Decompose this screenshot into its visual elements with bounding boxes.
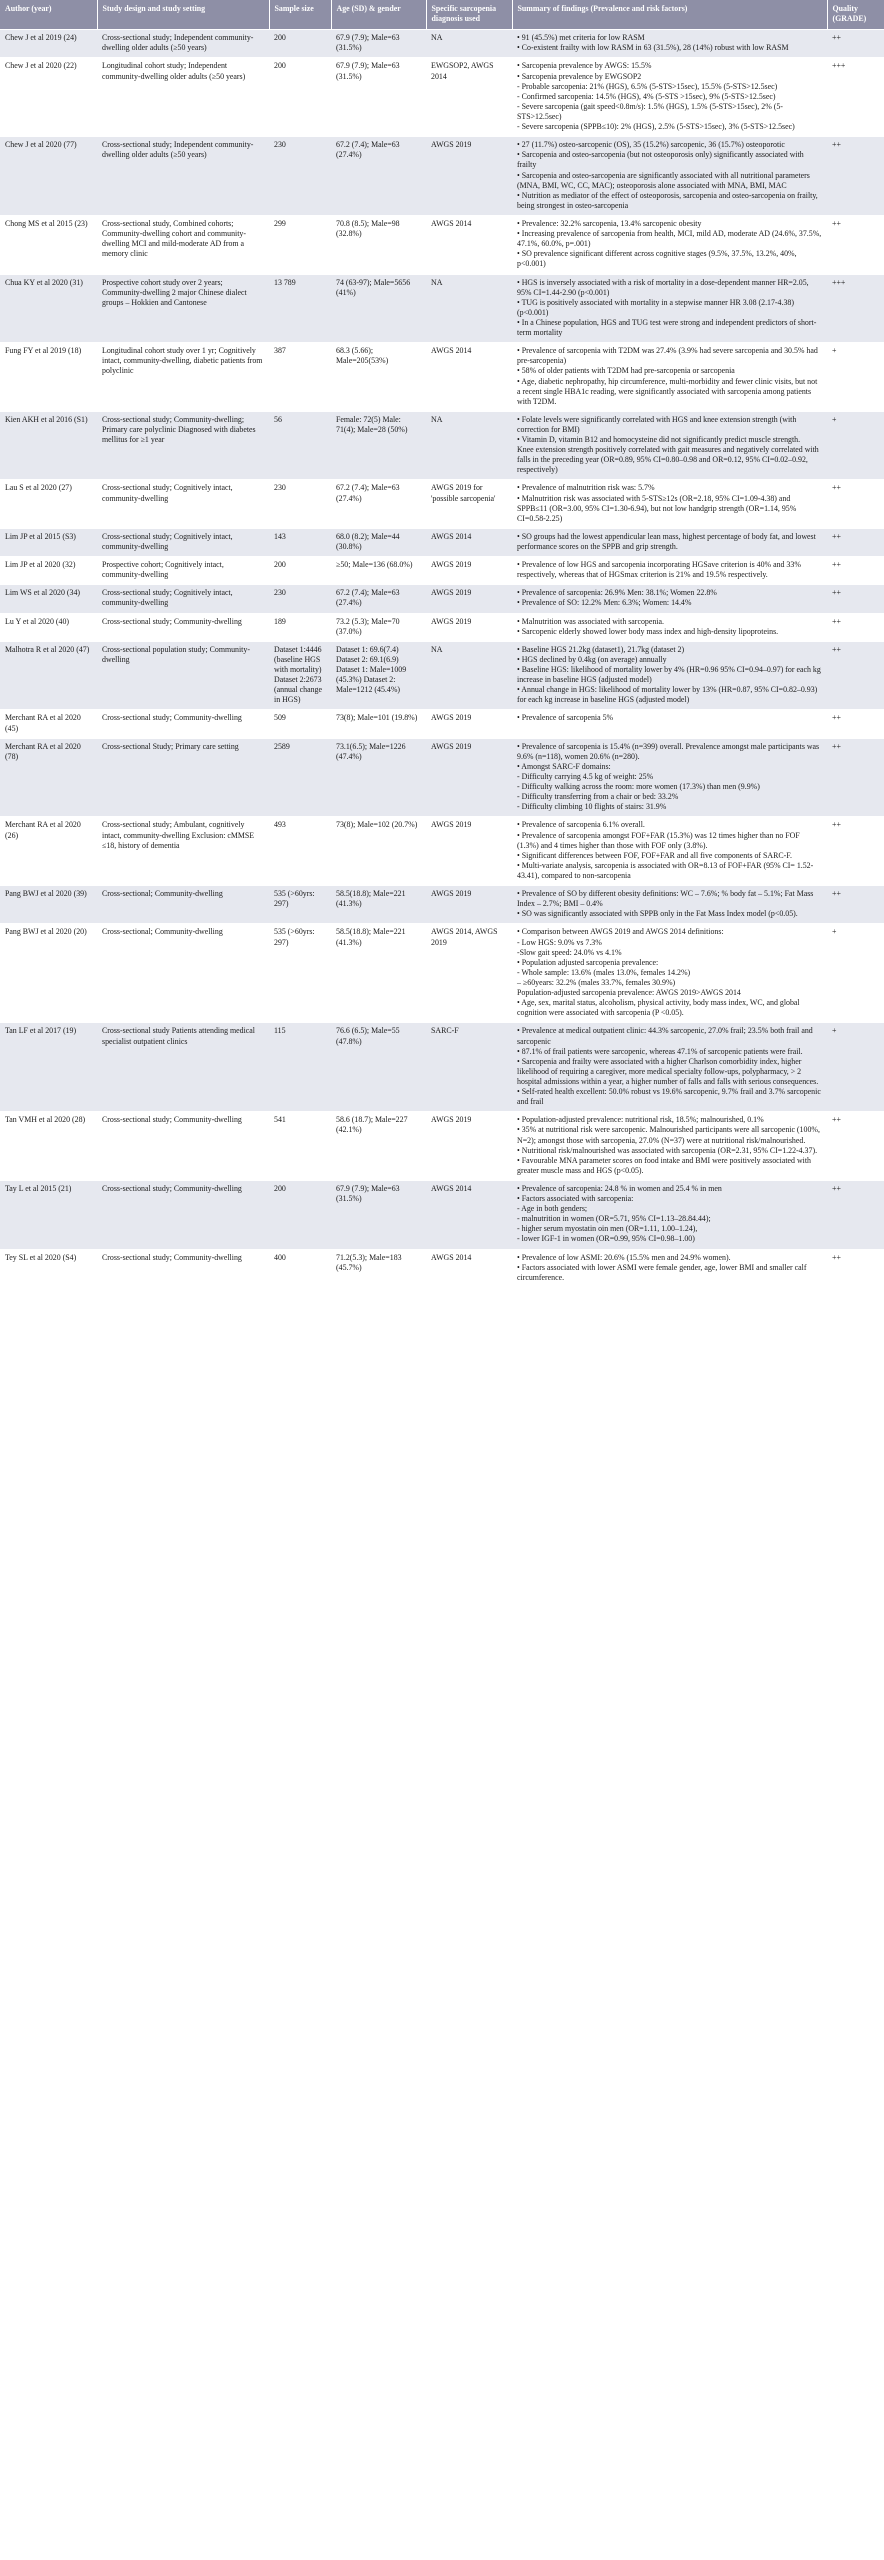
finding-item: - Confirmed sarcopenia: 14.5% (HGS), 4% (5-STS >15sec), 9% (5-STS>12.5sec)	[517, 91, 776, 101]
cell-diagnosis: AWGS 2019	[426, 585, 512, 613]
table-row	[0, 557, 884, 585]
findings-list	[517, 1026, 822, 1107]
cell-author: Merchant RA et al 2020 (45)	[0, 710, 97, 738]
cell-author: Lim JP et al 2020 (32)	[0, 557, 97, 585]
cell-sample: 230	[269, 137, 331, 216]
cell-quality: +++	[827, 274, 884, 343]
finding-item: - Age in both genders;	[517, 1204, 588, 1214]
cell-author: Merchant RA et al 2020 (78)	[0, 738, 97, 817]
header-row	[0, 0, 884, 30]
table-row	[0, 613, 884, 641]
cell-sample: 200	[269, 30, 331, 58]
finding-item: - Difficulty climbing 10 flights of stairs: 31.9%	[517, 802, 667, 812]
table-row	[0, 710, 884, 738]
finding-item: • Baseline HGS: likelihood of mortality lower by 4% (HR=0.96 95% CI=0.94–0.97) for each kg increase in baseline HGS (adjusted model)	[517, 665, 821, 685]
cell-findings	[512, 1023, 827, 1112]
finding-item: • Multi-variate analysis, sarcopenia is associated with OR=8.13 of FOF+FAR (95% CI= 1.52-43.41), compared to non-sarcopenia	[517, 860, 814, 880]
cell-sample: 200	[269, 1180, 331, 1249]
cell-author: Chua KY et al 2020 (31)	[0, 274, 97, 343]
finding-item: - Severe sarcopenia (gait speed<0.8m/s): 1.5% (HGS), 1.5% (5-STS>15sec), 2% (5-STS>12.5sec)	[517, 101, 783, 121]
table-row	[0, 1180, 884, 1249]
cell-design: Cross-sectional study; Community-dwelling	[97, 1180, 269, 1249]
finding-item: - Probable sarcopenia: 21% (HGS), 6.5% (5-STS>15sec), 15.5% (5-STS>12.5sec)	[517, 81, 778, 91]
cell-age: 67.9 (7.9); Male=63 (31.5%)	[331, 58, 426, 137]
table-row	[0, 528, 884, 556]
cell-diagnosis: AWGS 2019	[426, 738, 512, 817]
finding-item: • Increasing prevalence of sarcopenia from health, MCI, mild AD, moderate AD (24.6%, 37.5%, 47.1%, 60.0%, p=.001)	[517, 229, 822, 249]
cell-findings	[512, 641, 827, 710]
cell-age: 67.2 (7.4); Male=63 (27.4%)	[331, 585, 426, 613]
cell-author: Tey SL et al 2020 (S4)	[0, 1249, 97, 1287]
cell-author: Lim WS et al 2020 (34)	[0, 585, 97, 613]
table-row	[0, 480, 884, 528]
findings-list	[517, 1253, 822, 1283]
cell-diagnosis: AWGS 2019	[426, 886, 512, 924]
cell-author: Lim JP et al 2015 (S3)	[0, 528, 97, 556]
finding-item: • Sarcopenia prevalence by EWGSOP2	[517, 71, 642, 81]
findings-list	[517, 927, 822, 1018]
finding-item: • In a Chinese population, HGS and TUG test were strong and independent predictors of short-term mortality	[517, 317, 817, 338]
col-header-design: Study design and study setting	[97, 0, 269, 30]
cell-sample: 387	[269, 343, 331, 412]
finding-item: • Comparison between AWGS 2019 and AWGS 2014 definitions:	[517, 927, 724, 937]
cell-age: 58.5(18.8); Male=221 (41.3%)	[331, 886, 426, 924]
cell-diagnosis: EWGSOP2, AWGS 2014	[426, 58, 512, 137]
findings-list	[517, 33, 822, 53]
finding-item: • TUG is positively associated with mortality in a stepwise manner HR 3.08 (2.17-4.38) (p<0.001)	[517, 297, 794, 317]
cell-diagnosis: AWGS 2014	[426, 215, 512, 274]
cell-age: 68.3 (5.66); Male=205(53%)	[331, 343, 426, 412]
cell-design: Cross-sectional study; Cognitively intact, community-dwelling	[97, 528, 269, 556]
cell-age: Female: 72(5) Male: 71(4); Male=28 (50%)	[331, 411, 426, 480]
cell-sample: 56	[269, 411, 331, 480]
finding-item: • Nutritional risk/malnourished was associated with sarcopenia (OR=2.31, 95% CI=1.22-4.37).	[517, 1145, 818, 1155]
finding-item: • Prevalence of sarcopenia: 26.9% Men: 38.1%; Women 22.8%	[517, 588, 717, 598]
cell-age: 76.6 (6.5); Male=55 (47.8%)	[331, 1023, 426, 1112]
finding-item: - Difficulty carrying 4.5 kg of weight: 25%	[517, 772, 654, 781]
cell-findings	[512, 137, 827, 216]
cell-diagnosis: AWGS 2014, AWGS 2019	[426, 924, 512, 1023]
cell-sample: 535 (>60yrs: 297)	[269, 886, 331, 924]
finding-item: • Prevalence of sarcopenia: 24.8 % in women and 25.4 % in men	[517, 1183, 722, 1193]
finding-item: Population-adjusted sarcopenia prevalence: AWGS 2019>AWGS 2014	[517, 988, 741, 998]
cell-quality: ++	[827, 1180, 884, 1249]
cell-diagnosis: SARC-F	[426, 1023, 512, 1112]
cell-diagnosis: AWGS 2019	[426, 710, 512, 738]
cell-sample: Dataset 1:4446 (baseline HGS with mortality) Dataset 2:2673 (annual change in HGS)	[269, 641, 331, 710]
findings-list	[517, 1115, 822, 1176]
cell-findings	[512, 528, 827, 556]
finding-item: • SO was significantly associated with SPPB only in the Fat Mass Index model (p<0.05).	[517, 909, 798, 919]
cell-diagnosis: NA	[426, 641, 512, 710]
cell-quality: +	[827, 1023, 884, 1112]
cell-sample: 230	[269, 480, 331, 528]
table-row	[0, 641, 884, 710]
findings-list	[517, 713, 822, 723]
cell-design: Cross-sectional study; Community-dwelling	[97, 710, 269, 738]
cell-author: Kien AKH et al 2016 (S1)	[0, 411, 97, 480]
cell-quality: +	[827, 924, 884, 1023]
finding-item: Knee extension strength positively correlated with gait measures and negatively correlated with falls in the preceding year (OR=0.89, 95% CI=0.80–0.98 and OR=0.12, 95% CI=0.02–0.92, respectively)	[517, 445, 819, 475]
cell-findings	[512, 1249, 827, 1287]
table-row	[0, 817, 884, 886]
cell-findings	[512, 585, 827, 613]
cell-sample: 493	[269, 817, 331, 886]
cell-sample: 299	[269, 215, 331, 274]
cell-design: Cross-sectional study; Community-dwelling	[97, 613, 269, 641]
cell-findings	[512, 738, 827, 817]
cell-diagnosis: AWGS 2014	[426, 528, 512, 556]
cell-age: 73.2 (5.3); Male=70 (37.0%)	[331, 613, 426, 641]
cell-sample: 200	[269, 557, 331, 585]
table-row	[0, 137, 884, 216]
cell-design: Cross-sectional; Community-dwelling	[97, 924, 269, 1023]
finding-item: • SO groups had the lowest appendicular lean mass, highest percentage of body fat, and lowest performance scores on the SPPB and grip strength.	[517, 531, 816, 552]
cell-sample: 2589	[269, 738, 331, 817]
cell-age: ≥50; Male=136 (68.0%)	[331, 557, 426, 585]
cell-author: Pang BWJ et al 2020 (39)	[0, 886, 97, 924]
cell-findings	[512, 710, 827, 738]
cell-findings	[512, 274, 827, 343]
cell-diagnosis: AWGS 2019	[426, 817, 512, 886]
cell-diagnosis: AWGS 2019	[426, 1112, 512, 1181]
col-header-age: Age (SD) & gender	[331, 0, 426, 30]
finding-item: • Prevalence of sarcopenia with T2DM was 27.4% (3.9% had severe sarcopenia and 30.5% had pre-sarcopenia)	[517, 346, 818, 366]
cell-author: Pang BWJ et al 2020 (20)	[0, 924, 97, 1023]
cell-findings	[512, 557, 827, 585]
finding-item: • HGS declined by 0.4kg (on average) annually	[517, 654, 667, 664]
cell-age: 67.9 (7.9); Male=63 (31.5%)	[331, 1180, 426, 1249]
table-row	[0, 58, 884, 137]
cell-findings	[512, 613, 827, 641]
finding-item: • Self-rated health excellent: 50.0% robust vs 19.6% sarcopenic, 9.7% frail and 3.7% sarcopenic and frail	[517, 1087, 821, 1107]
finding-item: • SO prevalence significant different across cognitive stages (9.5%, 37.5%, 13.2%, 40%, p<0.001)	[517, 249, 797, 269]
cell-quality: ++	[827, 30, 884, 58]
finding-item: -Slow gait speed: 24.0% vs 4.1%	[517, 947, 622, 957]
cell-author: Chong MS et al 2015 (23)	[0, 215, 97, 274]
finding-item: • Prevalence of SO by different obesity definitions: WC – 7.6%; % body fat – 5.1%; Fat Mass Index – 2.7%; BMI – 0.4%	[517, 889, 814, 909]
finding-item: • Age, sex, marital status, alcoholism, physical activity, body mass index, WC, and global cognition were associated with sarcopenia (P <0.05).	[517, 998, 800, 1018]
cell-quality: ++	[827, 137, 884, 216]
cell-author: Lu Y et al 2020 (40)	[0, 613, 97, 641]
cell-design: Cross-sectional study, Combined cohorts; Community-dwelling cohort and community-dwelling MCI and mild-moderate AD from a memory clinic	[97, 215, 269, 274]
finding-item: • Baseline HGS 21.2kg (dataset1), 21.7kg (dataset 2)	[517, 644, 685, 654]
cell-design: Longitudinal cohort study over 1 yr; Cognitively intact, community-dwelling, diabetic patients from polyclinic	[97, 343, 269, 412]
finding-item: • Factors associated with lower ASMI were female gender, age, lower BMI and smaller calf circumference.	[517, 1262, 807, 1282]
cell-design: Cross-sectional; Community-dwelling	[97, 886, 269, 924]
finding-item: - Severe sarcopenia (SPPB≤10): 2% (HGS), 2.5% (5-STS>15sec), 3% (5-STS>12.5sec)	[517, 122, 795, 132]
finding-item: • Population-adjusted prevalence: nutritional risk, 18.5%; malnourished, 0.1%	[517, 1115, 764, 1125]
cell-findings	[512, 480, 827, 528]
cell-findings	[512, 58, 827, 137]
findings-list	[517, 820, 822, 881]
finding-item: • Prevalence of low ASMI: 20.6% (15.5% men and 24.9% women).	[517, 1252, 731, 1262]
finding-item: • Annual change in HGS: likelihood of mortality lower by 13% (HR=0.87, 95% CI=0.82–0.93) for each kg increase in baseline HGS (adjusted model)	[517, 685, 818, 705]
cell-age: 74 (63-97); Male=5656 (41%)	[331, 274, 426, 343]
finding-item: • Sarcopenia prevalence by AWGS: 15.5%	[517, 61, 652, 71]
findings-list	[517, 560, 822, 580]
cell-findings	[512, 411, 827, 480]
finding-item: • Prevalence of malnutrition risk was: 5.7%	[517, 483, 655, 493]
cell-sample: 535 (>60yrs: 297)	[269, 924, 331, 1023]
cell-design: Cross-sectional study; Cognitively intact, community-dwelling	[97, 585, 269, 613]
cell-quality: ++	[827, 480, 884, 528]
cell-age: 73(8); Male=102 (20.7%)	[331, 817, 426, 886]
cell-author: Fung FY et al 2019 (18)	[0, 343, 97, 412]
finding-item: • Prevalence of sarcopenia 5%	[517, 713, 614, 723]
finding-item: • Sarcopenic elderly showed lower body mass index and high-density lipoproteins.	[517, 626, 779, 636]
table-body	[0, 30, 884, 1287]
finding-item: • Prevalence of SO: 12.2% Men: 6.3%; Women: 14.4%	[517, 598, 692, 608]
cell-diagnosis: AWGS 2014	[426, 1249, 512, 1287]
cell-diagnosis: NA	[426, 30, 512, 58]
cell-age: 73(8); Male=101 (19.8%)	[331, 710, 426, 738]
table-row	[0, 924, 884, 1023]
findings-list	[517, 645, 822, 706]
finding-item: • Amongst SARC-F domains:	[517, 761, 611, 771]
cell-sample: 200	[269, 58, 331, 137]
table-row	[0, 215, 884, 274]
cell-author: Tan VMH et al 2020 (28)	[0, 1112, 97, 1181]
finding-item: – ≥60years: 32.2% (males 33.7%, females 30.9%)	[517, 977, 676, 987]
cell-design: Cross-sectional study; Community-dwelling; Primary care polyclinic Diagnosed with diabetes mellitus for ≥1 year	[97, 411, 269, 480]
findings-list	[517, 278, 822, 339]
cell-findings	[512, 30, 827, 58]
finding-item: • Prevalence of low HGS and sarcopenia incorporating HGSave criterion is 40% and 33% respectively, whereas that of HGSmax criterion is 21% and 19.5% respectively.	[517, 560, 801, 580]
finding-item: • Factors associated with sarcopenia:	[517, 1194, 634, 1204]
cell-design: Cross-sectional study; Community-dwelling	[97, 1112, 269, 1181]
finding-item: - lower IGF-1 in women (OR=0.99, 95% CI=0.98–1.00)	[517, 1234, 695, 1244]
cell-design: Prospective cohort study over 2 years; Community-dwelling 2 major Chinese dialect groups – Hokkien and Cantonese	[97, 274, 269, 343]
cell-diagnosis: NA	[426, 411, 512, 480]
finding-item: - Low HGS: 9.0% vs 7.3%	[517, 937, 602, 947]
finding-item: • 35% at nutritional risk were sarcopenic. Malnourished participants were all sarcopenic (100%, N=2); amongst those with sarcopenia, 27.0% (N=37) were at nutritional risk/malnourished.	[517, 1125, 820, 1145]
cell-design: Cross-sectional Study; Primary care setting	[97, 738, 269, 817]
findings-list	[517, 140, 822, 211]
cell-quality: ++	[827, 215, 884, 274]
cell-author: Merchant RA et al 2020 (26)	[0, 817, 97, 886]
cell-sample: 13 789	[269, 274, 331, 343]
finding-item: • Co-existent frailty with low RASM in 63 (31.5%), 28 (14%) robust with low RASM	[517, 43, 789, 53]
cell-sample: 400	[269, 1249, 331, 1287]
col-header-findings: Summary of findings (Prevalence and risk factors)	[512, 0, 827, 30]
col-header-diagnosis: Specific sarcopenia diagnosis used	[426, 0, 512, 30]
finding-item: • 91 (45.5%) met criteria for low RASM	[517, 33, 645, 43]
cell-sample: 509	[269, 710, 331, 738]
cell-quality: +++	[827, 58, 884, 137]
finding-item: • Sarcopenia and osteo-sarcopenia (but not osteoporosis only) significantly associated with frailty	[517, 150, 804, 170]
cell-diagnosis: NA	[426, 274, 512, 343]
findings-list	[517, 61, 822, 132]
cell-findings	[512, 817, 827, 886]
cell-age: 70.8 (8.5); Male=98 (32.8%)	[331, 215, 426, 274]
cell-quality: ++	[827, 710, 884, 738]
finding-item: • Favourable MNA parameter scores on food intake and BMI were positively associated with greater muscle mass and HGS (p<0.05).	[517, 1155, 811, 1175]
cell-quality: ++	[827, 738, 884, 817]
cell-quality: ++	[827, 886, 884, 924]
findings-list	[517, 617, 822, 637]
cell-diagnosis: AWGS 2014	[426, 343, 512, 412]
cell-sample: 189	[269, 613, 331, 641]
table-row	[0, 886, 884, 924]
finding-item: - Difficulty walking across the room: more women (17.3%) than men (9.9%)	[517, 782, 760, 792]
cell-age: 67.2 (7.4); Male=63 (27.4%)	[331, 480, 426, 528]
finding-item: • Sarcopenia and osteo-sarcopenia are significantly associated with all nutritional parameters (MNA, BMI, WC, CC, MAC); osteoporosis alone associated with MNA, BMI, MAC	[517, 170, 810, 190]
cell-design: Cross-sectional study Patients attending medical specialist outpatient clinics	[97, 1023, 269, 1112]
cell-age: 73.1(6.5); Male=1226 (47.4%)	[331, 738, 426, 817]
cell-author: Chew J et al 2020 (77)	[0, 137, 97, 216]
table-row	[0, 30, 884, 58]
cell-sample: 230	[269, 585, 331, 613]
finding-item: • Population adjusted sarcopenia prevalence:	[517, 957, 659, 967]
table-row	[0, 1112, 884, 1181]
finding-item: • Age, diabetic nephropathy, hip circumference, multi-morbidity and fewer clinic visits, but not a recent single HBA1c reading, were significantly associated with sarcopenia among patients with T2DM.	[517, 376, 818, 406]
cell-quality: ++	[827, 528, 884, 556]
cell-findings	[512, 886, 827, 924]
cell-age: 67.9 (7.9); Male=63 (31.5%)	[331, 30, 426, 58]
finding-item: • Nutrition as mediator of the effect of osteoporosis, sarcopenia and osteo-sarcopenia on frailty, being strongest in osteo-sarcopenia	[517, 190, 818, 210]
cell-quality: ++	[827, 1112, 884, 1181]
table-row	[0, 585, 884, 613]
cell-author: Tan LF et al 2017 (19)	[0, 1023, 97, 1112]
cell-quality: ++	[827, 613, 884, 641]
cell-quality: ++	[827, 641, 884, 710]
cell-quality: ++	[827, 557, 884, 585]
finding-item: • Prevalence at medical outpatient clinic: 44.3% sarcopenic, 27.0% frail; 23.5% both frail and sarcopenic	[517, 1026, 813, 1046]
finding-item: - malnutrition in women (OR=5.71, 95% CI=1.13–28.84.44);	[517, 1214, 711, 1224]
cell-sample: 143	[269, 528, 331, 556]
finding-item: - higher serum myostatin oin men (OR=1.11, 1.00–1.24),	[517, 1224, 698, 1234]
cell-findings	[512, 1180, 827, 1249]
finding-item: - Whole sample: 13.6% (males 13.0%, females 14.2%)	[517, 967, 691, 977]
finding-item: • Malnutrition risk was associated with 5-STS≥12s (OR=2.18, 95% CI=1.09-4.38) and SPPB≤11 (OR=3.00, 95% CI=1.30-6.94), but not low handgrip strength (OR=1.14, 95% CI=0.58-2.25)	[517, 493, 797, 523]
finding-item: - Difficulty transferring from a chair or bed: 33.2%	[517, 792, 679, 802]
finding-item: • 87.1% of frail patients were sarcopenic, whereas 47.1% of sarcopenic patients were frail.	[517, 1046, 803, 1056]
findings-list	[517, 742, 822, 813]
table-row	[0, 1023, 884, 1112]
cell-age: 68.0 (8.2); Male=44 (30.8%)	[331, 528, 426, 556]
finding-item: • 27 (11.7%) osteo-sarcopenic (OS), 35 (15.2%) sarcopenic, 36 (15.7%) osteoporotic	[517, 140, 785, 150]
findings-list	[517, 219, 822, 270]
cell-author: Lau S et al 2020 (27)	[0, 480, 97, 528]
finding-item: • Significant differences between FOF, FOF+FAR and all five components of SARC-F.	[517, 850, 793, 860]
cell-age: Dataset 1: 69.6(7.4) Dataset 2: 69.1(6.9) Dataset 1: Male=1009 (45.3%) Dataset 2: Male=1212 (45.4%)	[331, 641, 426, 710]
findings-list	[517, 588, 822, 608]
cell-age: 71.2(5.3); Male=183 (45.7%)	[331, 1249, 426, 1287]
cell-design: Cross-sectional study; Ambulant, cognitively intact, community-dwelling Exclusion: cMMSE ≤18, history of dementia	[97, 817, 269, 886]
cell-design: Cross-sectional study; Independent community-dwelling older adults (≥50 years)	[97, 137, 269, 216]
findings-list	[517, 532, 822, 552]
col-header-sample: Sample size	[269, 0, 331, 30]
cell-diagnosis: AWGS 2019 for 'possible sarcopenia'	[426, 480, 512, 528]
col-header-author: Author (year)	[0, 0, 97, 30]
cell-design: Cross-sectional study; Community-dwelling	[97, 1249, 269, 1287]
cell-quality: +	[827, 343, 884, 412]
findings-list	[517, 889, 822, 919]
cell-quality: ++	[827, 817, 884, 886]
cell-findings	[512, 924, 827, 1023]
finding-item: • Prevalence of sarcopenia 6.1% overall.	[517, 820, 645, 830]
cell-diagnosis: AWGS 2014	[426, 1180, 512, 1249]
cell-age: 58.5(18.8); Male=221 (41.3%)	[331, 924, 426, 1023]
cell-sample: 115	[269, 1023, 331, 1112]
findings-list	[517, 483, 822, 523]
findings-list	[517, 415, 822, 476]
cell-author: Chew J et al 2019 (24)	[0, 30, 97, 58]
cell-design: Cross-sectional population study; Community-dwelling	[97, 641, 269, 710]
table-row	[0, 738, 884, 817]
table-row	[0, 411, 884, 480]
cell-author: Tay L et al 2015 (21)	[0, 1180, 97, 1249]
finding-item: • Malnutrition was associated with sarcopenia.	[517, 616, 664, 626]
finding-item: • Folate levels were significantly correlated with HGS and knee extension strength (with correction for BMI)	[517, 414, 797, 434]
cell-findings	[512, 343, 827, 412]
cell-quality: ++	[827, 1249, 884, 1287]
finding-item: • Prevalence of sarcopenia is 15.4% (n=399) overall. Prevalence amongst male participants was 9.6% (n=118), women 20.6% (n=280).	[517, 741, 820, 761]
findings-list	[517, 346, 822, 407]
table-row	[0, 343, 884, 412]
cell-findings	[512, 215, 827, 274]
cell-age: 67.2 (7.4); Male=63 (27.4%)	[331, 137, 426, 216]
col-header-quality: Quality (GRADE)	[827, 0, 884, 30]
table-row	[0, 274, 884, 343]
cell-diagnosis: AWGS 2019	[426, 613, 512, 641]
finding-item: • Sarcopenia and frailty were associated with a higher Charlson comorbidity index, higher likelihood of requiring a caregiver, more medical specialty follow-ups, polypharmacy, > 2 hospital admissions within a year, a higher number of falls and falls with serious consequences.	[517, 1056, 819, 1086]
cell-author: Chew J et al 2020 (22)	[0, 58, 97, 137]
finding-item: • HGS is inversely associated with a risk of mortality in a dose-dependent manner HR=2.05, 95% CI=1.44-2.90 (p<0.001)	[517, 277, 809, 297]
cell-diagnosis: AWGS 2019	[426, 137, 512, 216]
cell-design: Longitudinal cohort study; Independent community-dwelling older adults (≥50 years)	[97, 58, 269, 137]
cell-findings	[512, 1112, 827, 1181]
finding-item: • 58% of older patients with T2DM had pre-sarcopenia or sarcopenia	[517, 366, 735, 376]
findings-list	[517, 1184, 822, 1245]
table-row	[0, 1249, 884, 1287]
cell-design: Cross-sectional study; Independent community-dwelling older adults (≥50 years)	[97, 30, 269, 58]
cell-quality: ++	[827, 585, 884, 613]
finding-item: • Prevalence of sarcopenia amongst FOF+FAR (15.3%) was 12 times higher than no FOF (1.3%) and 4 times higher than those with FOF only (3.8%).	[517, 830, 800, 850]
cell-design: Cross-sectional study; Cognitively intact, community-dwelling	[97, 480, 269, 528]
cell-sample: 541	[269, 1112, 331, 1181]
cell-design: Prospective cohort; Cognitively intact, community-dwelling	[97, 557, 269, 585]
cell-diagnosis: AWGS 2019	[426, 557, 512, 585]
finding-item: • Prevalence: 32.2% sarcopenia, 13.4% sarcopenic obesity	[517, 218, 702, 228]
cell-age: 58.6 (18.7); Male=227 (42.1%)	[331, 1112, 426, 1181]
cell-author: Malhotra R et al 2020 (47)	[0, 641, 97, 710]
cell-quality: +	[827, 411, 884, 480]
finding-item: • Vitamin D, vitamin B12 and homocysteine did not significantly predict muscle strength.	[517, 435, 801, 445]
